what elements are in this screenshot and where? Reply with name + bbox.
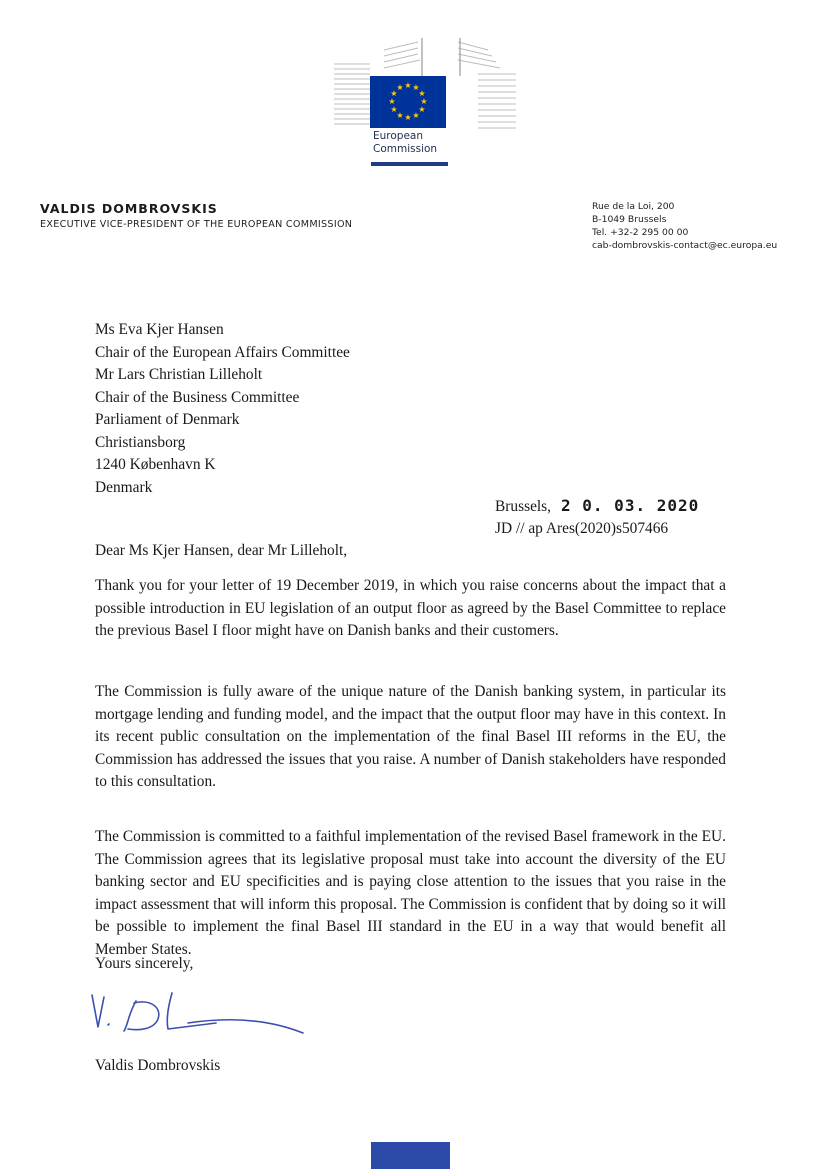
body-paragraph: Thank you for your letter of 19 December 2019, in which you raise concerns about the impact that a possible introduction in EU legislation of an output floor as agreed by the Basel Committee to replace the previous Basel I floor might have on Danish banks and their customers. — [95, 577, 726, 639]
sender-address — [592, 200, 777, 252]
logo-underline — [371, 162, 448, 166]
address-street: Rue de la Loi, 200 — [592, 201, 675, 212]
body-paragraph: The Commission is committed to a faithful implementation of the revised Basel framework in the EU. The Commission agrees that its legislative proposal must take into account the diversity of the EU banking sector and EU specificities and is paying close attention to the issues that you raise in the impact assessment that will inform this proposal. The Commission is confident that by doing so it will be possible to implement the final Basel III standard in the EU in a way that would benefit all Member States. — [95, 828, 726, 958]
svg-text:★: ★ — [418, 89, 426, 98]
date-stamp: 2 0. 03. 2020 — [561, 496, 700, 515]
svg-text:★: ★ — [390, 105, 398, 114]
recipient-line: Mr Lars Christian Lilleholt — [95, 366, 263, 383]
recipient-line: Parliament of Denmark — [95, 411, 240, 428]
closing: Yours sincerely, — [95, 955, 194, 972]
body-paragraph: The Commission is fully aware of the unique nature of the Danish banking system, in particular its mortgage lending and funding model, and the impact that the output floor may have in this context. In its recent public consultation on the implementation of the final Basel III reforms in the EU, the Commission has addressed the issues that you raise. A number of Danish stakeholders have responded to this consultation. — [95, 683, 726, 790]
signatory-name: Valdis Dombrovskis — [95, 1057, 221, 1074]
address-tel: Tel. +32-2 295 00 00 — [592, 227, 689, 238]
address-city: B-1049 Brussels — [592, 214, 667, 225]
recipient-line: Denmark — [95, 478, 153, 496]
reference-number: JD // ap Ares(2020)s507466 — [495, 520, 669, 537]
svg-text:★: ★ — [388, 97, 396, 106]
svg-text:★: ★ — [396, 83, 404, 92]
recipient-line: Chair of the European Affairs Committee — [95, 343, 350, 361]
footer-brand-bar — [371, 1142, 450, 1169]
svg-text:★: ★ — [412, 83, 420, 92]
logo-wordmark: European Commission — [373, 130, 438, 155]
svg-text:★: ★ — [420, 97, 428, 106]
svg-text:★: ★ — [396, 111, 404, 120]
svg-text:★: ★ — [404, 113, 412, 122]
date-block — [495, 495, 699, 540]
recipient-line: Christiansborg — [95, 433, 186, 451]
svg-text:★: ★ — [390, 89, 398, 98]
svg-text:★: ★ — [418, 105, 426, 114]
signature-icon — [88, 985, 313, 1045]
sender-title: EXECUTIVE VICE-PRESIDENT OF THE EUROPEAN COMMISSION — [40, 219, 353, 230]
svg-text:★: ★ — [412, 111, 420, 120]
salutation: Dear Ms Kjer Hansen, dear Mr Lilleholt, — [95, 542, 348, 559]
recipient-block — [95, 319, 350, 499]
recipient-line: 1240 København K — [95, 456, 216, 473]
date-place: Brussels, — [495, 498, 552, 515]
svg-text:★: ★ — [404, 81, 412, 90]
handwritten-signature — [88, 985, 313, 1045]
recipient-line: Ms Eva Kjer Hansen — [95, 321, 224, 338]
address-email: cab-dombrovskis-contact@ec.europa.eu — [592, 240, 778, 251]
sender-name: VALDIS DOMBROVSKIS — [40, 201, 218, 216]
recipient-line: Chair of the Business Committee — [95, 388, 300, 406]
